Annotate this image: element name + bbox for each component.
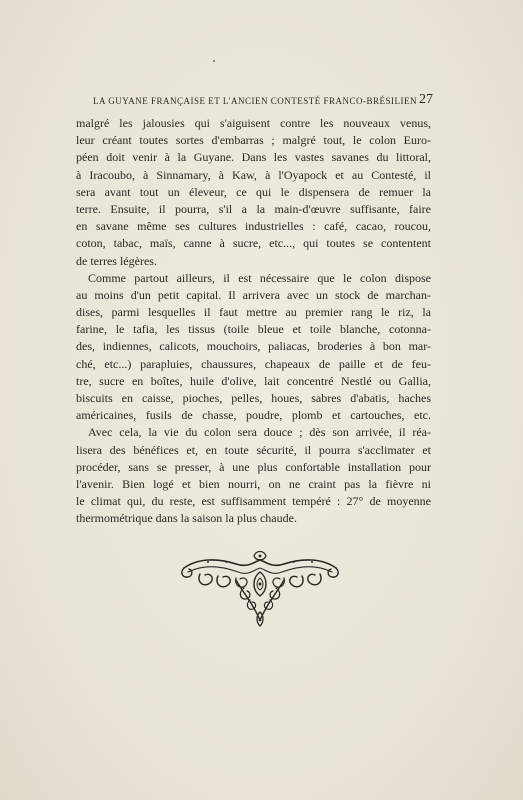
text-line: au moins d'un petit capital. Il arrivera avec un stock de marchan-	[76, 287, 431, 302]
text-line: américaines, fusils de chasse, poudre, plomb et cartouches, etc.	[76, 408, 431, 423]
text-line: thermométrique dans la saison la plus chaude.	[76, 511, 297, 526]
text-line: sera avant tout un éleveur, ce qui le dispensera de remuer la	[76, 184, 431, 199]
text-line: biscuits en caisse, pioches, pelles, houes, sabres d'abatis, haches	[76, 391, 431, 405]
paper-speck	[213, 60, 215, 62]
text-line: péen doit venir à la Guyane. Dans les vastes savanes du littoral,	[76, 150, 431, 165]
page-number: 27	[419, 92, 433, 107]
text-line: farine, le tafia, les tissus (toile bleue et toile blanche, cotonna-	[76, 322, 431, 337]
text-line: des, indiennes, calicots, mouchoirs, paliacas, broderies à bon mar-	[76, 339, 431, 354]
fleuron-tailpiece-icon	[178, 550, 342, 628]
text-line: coton, tabac, maïs, canne à sucre, etc..., qui toutes se contentent	[76, 236, 431, 251]
text-line: leur créant toutes sortes d'embarras ; malgré tout, le colon Euro-	[76, 133, 431, 148]
text-line: à Iracoubo, à Sinnamary, à Kaw, à l'Oyapock et au Contesté, il	[76, 167, 431, 182]
text-line: en savane même ses cultures industrielles : café, cacao, roucou,	[76, 219, 431, 234]
text-line: l'avenir. Bien logé et bien nourri, on ne craint pas la fièvre ni	[76, 476, 431, 491]
text-line: de terres légères.	[76, 253, 157, 268]
text-line: le climat qui, du reste, est suffisamment tempéré : 27° de moyenne	[76, 494, 431, 509]
running-header	[93, 93, 433, 109]
running-title: LA GUYANE FRANÇAISE ET L'ANCIEN CONTESTÉ FRANCO-BRÉSILIEN	[93, 96, 417, 106]
text-line: lisera des bénéfices et, en toute sécurité, il pourra s'acclimater et	[76, 442, 431, 457]
text-line: dises, parmi lesquelles il faut mettre au premier rang le riz, la	[76, 305, 431, 320]
text-line: terre. Ensuite, il pourra, s'il a la main-d'œuvre suffisante, faire	[76, 201, 431, 216]
text-line: procéder, sans se presser, à une plus confortable installation pour	[76, 459, 431, 474]
text-line: Avec cela, la vie du colon sera douce ; dès son arrivée, il réa-	[88, 425, 431, 440]
text-line: Comme partout ailleurs, il est nécessaire que le colon dispose	[88, 270, 431, 285]
text-line: malgré les jalousies qui s'aiguisent contre les nouveaux venus,	[76, 116, 431, 130]
text-line: ché, etc...) parapluies, chaussures, chapeaux de paille et de feu-	[76, 356, 431, 371]
text-line: tre, sucre en boîtes, huile d'olive, lait concentré Nestlé ou Gallia,	[76, 373, 431, 388]
body-text	[76, 115, 431, 528]
